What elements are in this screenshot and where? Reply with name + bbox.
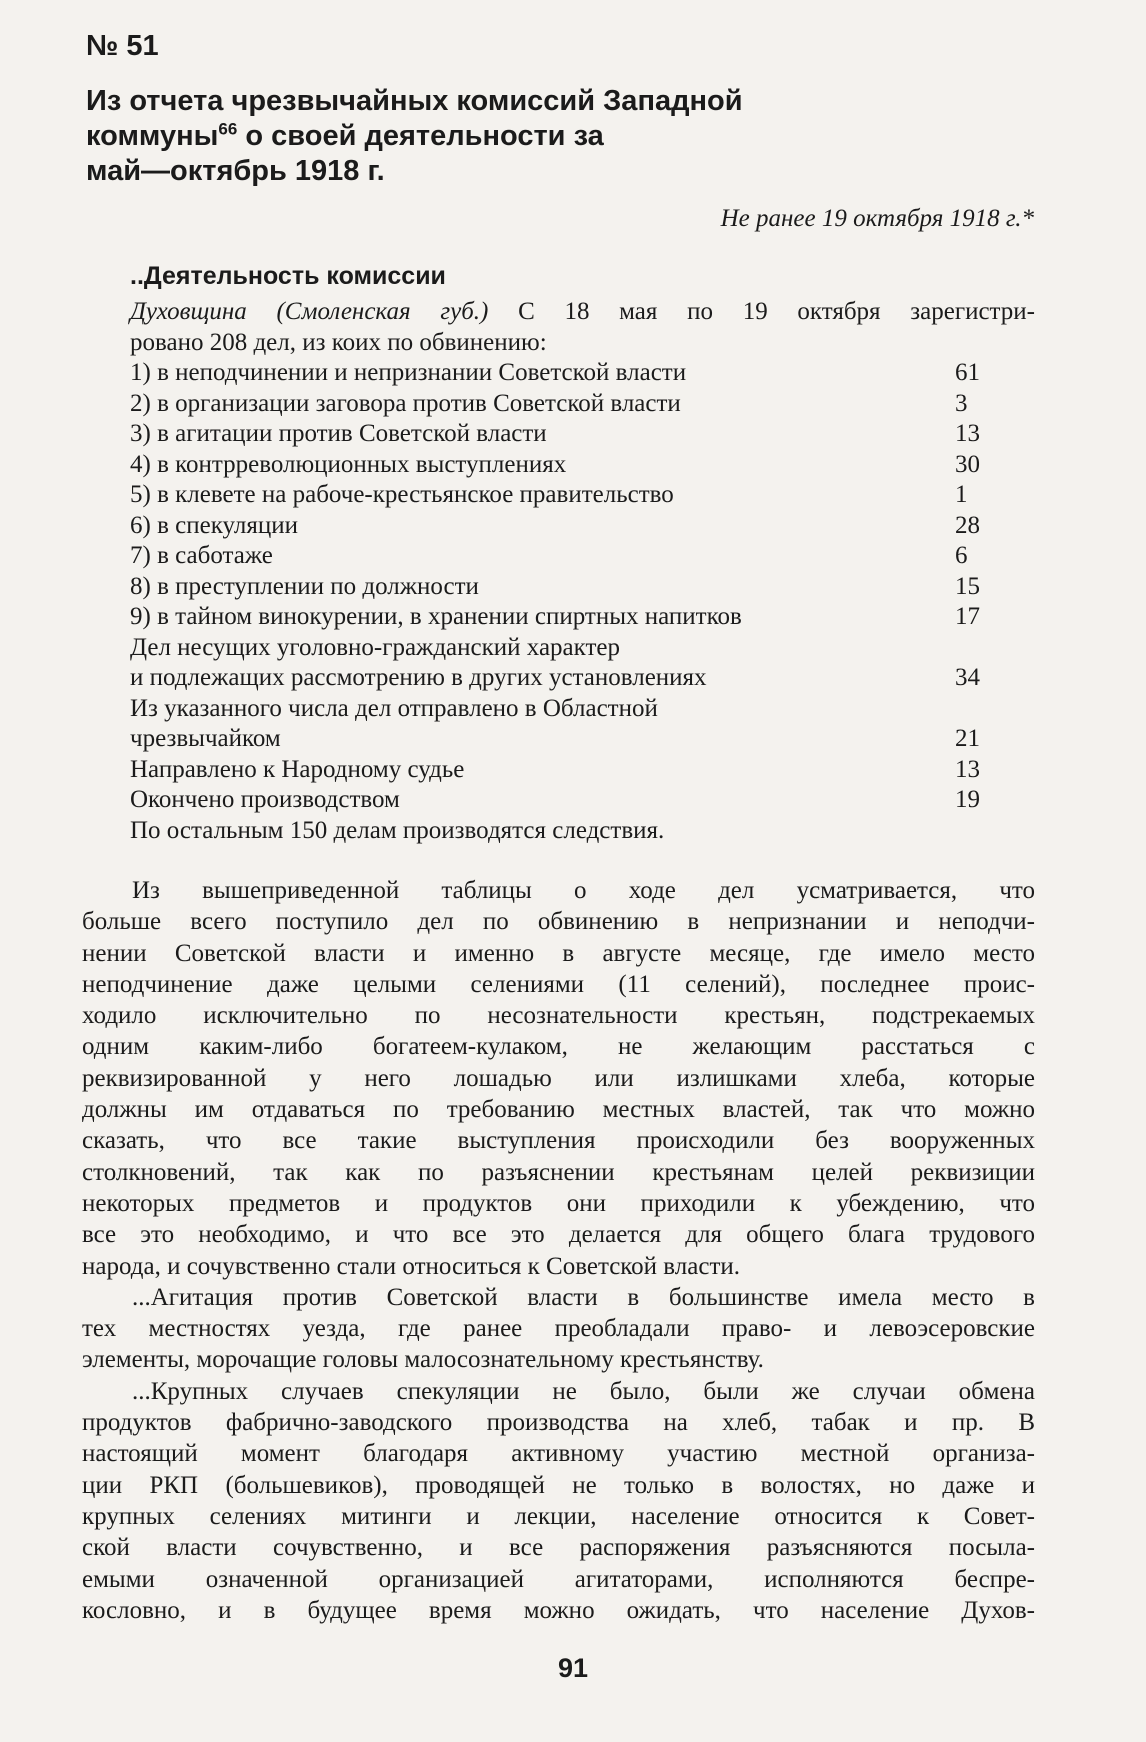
stat-row-sent-regional (130, 694, 985, 755)
document-title (86, 84, 846, 189)
stat-label: чрезвычайком (130, 725, 281, 752)
stat-row (130, 480, 985, 511)
intro-location: Духовщина (Смоленская губ.) (130, 298, 489, 325)
text-line: должны им отдаваться по требованию местных властей, так что можно (82, 1096, 1035, 1124)
intro-line: ровано 208 дел, из коих по обвинению: (130, 329, 547, 356)
stat-value: 30 (955, 450, 980, 478)
text-line: элементы, морочащие головы малосознательному крестьянству. (82, 1346, 764, 1374)
text-line: настоящий момент благодаря активному участию местной организа- (82, 1440, 1035, 1468)
stat-value: 17 (955, 603, 980, 630)
text-line: тех местностях уезда, где ранее преобладали право- и левоэсеровские (82, 1315, 1035, 1343)
text-line: неподчинение даже целыми селениями (11 селений), последнее проис- (82, 970, 1035, 998)
text-line: столкновений, так как по разъяснении крестьянам целей реквизиции (82, 1158, 1035, 1186)
text-line: ходило исключительно по несознательности крестьян, подстрекаемых (82, 1002, 1035, 1030)
title-line (86, 119, 846, 154)
remaining-cases-note: По остальным 150 делам производятся следствия. (130, 816, 665, 844)
stat-label: 3) в агитации против Советской власти (130, 420, 547, 447)
stat-row (130, 602, 985, 633)
case-statistics (130, 358, 985, 846)
stat-row-finished (130, 785, 985, 816)
stat-row (130, 419, 985, 450)
text-line: ской власти сочувственно, и все распоряжения разъясняются посыла- (82, 1534, 1035, 1562)
stat-value: 13 (955, 420, 980, 447)
text-line: больше всего поступило дел по обвинению в непризнании и неподчи- (82, 908, 1035, 936)
stat-label: 5) в клевете на рабоче-крестьянское правительство (130, 481, 674, 508)
stat-value: 1 (955, 481, 968, 508)
text-line: Из вышеприведенной таблицы о ходе дел усматривается, что (132, 877, 1035, 904)
intro-line (130, 296, 1035, 327)
text-line: некоторых предметов и продуктов они приходили к убеждению, что (82, 1189, 1035, 1217)
stat-label: Дел несущих уголовно-гражданский характер (130, 633, 620, 661)
stat-row (130, 511, 985, 542)
paragraph (82, 875, 1035, 1282)
stat-label: 4) в контрреволюционных выступлениях (130, 450, 567, 478)
text-line: ...Агитация против Советской власти в большинстве имела место в (132, 1283, 1035, 1311)
stat-row-sent-judge (130, 755, 985, 786)
title-segment: о своей деятельности за (245, 120, 604, 152)
text-line: продуктов фабрично-заводского производства на хлеб, табак и пр. В (82, 1409, 1035, 1437)
stat-label: 9) в тайном винокурении, в хранении спиртных напитков (130, 603, 742, 630)
stat-label: 2) в организации заговора против Советской власти (130, 389, 681, 417)
stat-row (130, 450, 985, 481)
stat-value: 6 (955, 542, 968, 569)
stat-row (130, 358, 985, 389)
text-line: реквизированной у него лошадью или излишками хлеба, которые (82, 1064, 1035, 1092)
stat-value: 34 (955, 664, 980, 691)
section-heading: ..Деятельность комиссии (130, 262, 446, 290)
title-segment: коммуны (86, 120, 219, 152)
text-line: одним каким-либо богатеем-кулаком, не желающим расстаться с (82, 1033, 1035, 1061)
text-line: крупных селениях митинги и лекции, население относится к Совет- (82, 1502, 1035, 1530)
text-line: кословно, и в будущее время можно ожидать, что население Духов- (82, 1596, 1035, 1624)
stat-row-other-cases (130, 633, 985, 694)
text-line: емыми означенной организацией агитаторами, исполняются беспре- (82, 1565, 1035, 1593)
stat-label: 6) в спекуляции (130, 511, 299, 539)
stat-label: и подлежащих рассмотрению в других установлениях (130, 664, 707, 691)
text-line: все это необходимо, и что все это делается для общего блага трудового (82, 1221, 1035, 1249)
stat-row (130, 389, 985, 420)
stat-value: 13 (955, 755, 980, 783)
stat-row (130, 541, 985, 572)
document-date: Не ранее 19 октября 1918 г.* (720, 205, 1034, 232)
stat-label: Окончено производством (130, 786, 400, 813)
footnote-reference: 66 (218, 119, 238, 139)
paragraph (82, 1376, 1035, 1626)
text-line: ...Крупных случаев спекуляции не было, были же случаи обмена (132, 1377, 1035, 1405)
stat-label: Направлено к Народному судье (130, 755, 465, 783)
stat-value: 28 (955, 511, 980, 539)
text-line: нении Советской власти и именно в августе месяце, где имело место (82, 939, 1035, 967)
text-line: ции РКП (большевиков), проводящей не только в волостях, но даже и (82, 1471, 1035, 1499)
intro-line-rest: С 18 мая по 19 октября зарегистри- (518, 298, 1035, 325)
text-line: сказать, что все такие выступления происходили без вооруженных (82, 1127, 1035, 1155)
stat-label: 1) в неподчинении и непризнании Советской власти (130, 359, 687, 386)
intro-text (130, 296, 1035, 358)
stat-value: 19 (955, 786, 980, 813)
stat-row (130, 572, 985, 603)
title-line: май—октябрь 1918 г. (86, 155, 385, 187)
stat-label: 8) в преступлении по должности (130, 572, 479, 600)
stat-label: 7) в саботаже (130, 542, 273, 569)
title-line: Из отчета чрезвычайных комиссий Западной (86, 85, 743, 117)
document-number: № 51 (86, 30, 159, 62)
text-line: народа, и сочувственно стали относиться к Советской власти. (82, 1252, 741, 1280)
stat-value: 21 (955, 725, 980, 752)
stat-value: 3 (955, 389, 968, 417)
stat-value: 15 (955, 572, 980, 600)
stat-label: Из указанного числа дел отправлено в Областной (130, 694, 658, 722)
page-number: 91 (557, 1653, 589, 1683)
body-text (82, 875, 1035, 1626)
stat-value: 61 (955, 359, 980, 386)
paragraph (82, 1282, 1035, 1376)
